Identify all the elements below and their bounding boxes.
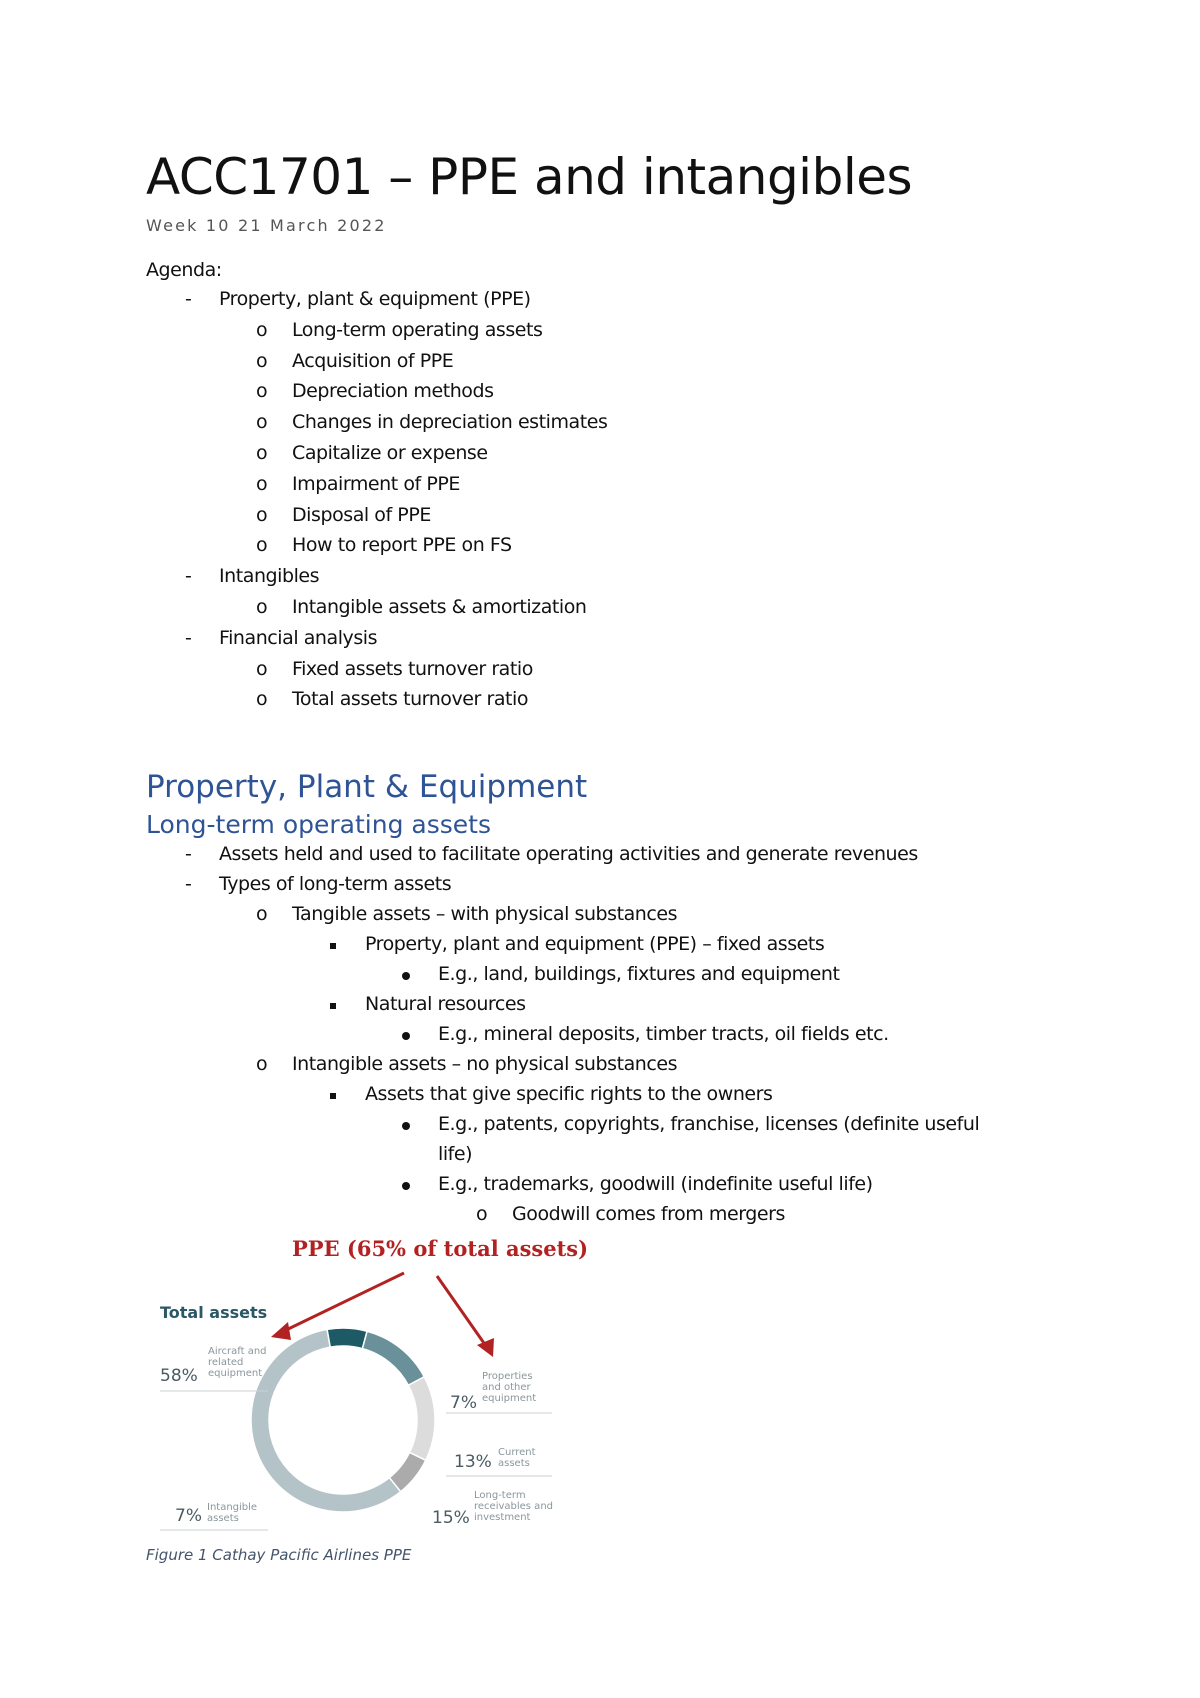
dash-bullet: - — [185, 288, 192, 310]
annotation-arrow-left — [282, 1273, 404, 1332]
agenda-item: Property, plant & equipment (PPE) — [219, 288, 531, 310]
arrow-head — [477, 1338, 494, 1357]
circle-bullet: o — [256, 1053, 268, 1075]
list-item: E.g., patents, copyrights, franchise, licenses (definite useful — [438, 1113, 980, 1135]
list-item: Goodwill comes from mergers — [512, 1203, 785, 1225]
circle-bullet: o — [256, 380, 268, 403]
dash-bullet: - — [185, 843, 192, 865]
slice-percent-label: 7% — [450, 1393, 477, 1413]
donut-slice — [408, 1377, 435, 1461]
list-item: E.g., mineral deposits, timber tracts, oil fields etc. — [438, 1023, 889, 1045]
donut-slice — [251, 1329, 401, 1512]
agenda-item: Capitalize or expense — [292, 442, 488, 464]
circle-bullet: o — [256, 688, 268, 711]
list-item: Assets that give specific rights to the owners — [365, 1083, 773, 1105]
circle-bullet: o — [256, 503, 268, 526]
slice-percent-label: 58% — [160, 1366, 198, 1386]
circle-bullet: o — [256, 534, 268, 557]
circle-bullet: o — [256, 472, 268, 495]
list-item: Property, plant and equipment (PPE) – fixed assets — [365, 933, 825, 955]
dash-bullet: - — [185, 626, 192, 649]
donut-slice — [362, 1331, 424, 1385]
slice-percent-label: 15% — [432, 1508, 470, 1528]
circle-bullet: o — [476, 1203, 488, 1225]
annotation-arrow-right — [437, 1276, 486, 1346]
agenda-item: Financial analysis — [219, 626, 378, 649]
section-heading: Property, Plant & Equipment — [146, 769, 588, 805]
slice-category-label: Aircraft and related equipment — [208, 1346, 267, 1379]
agenda-item: Changes in depreciation estimates — [292, 411, 608, 434]
dash-bullet: - — [185, 565, 192, 588]
figure-caption: Figure 1 Cathay Pacific Airlines PPE — [146, 1546, 412, 1564]
slice-category-label: Long-term receivables and investment — [474, 1490, 553, 1523]
list-item: life) — [438, 1143, 473, 1165]
slice-percent-label: 13% — [454, 1452, 492, 1472]
list-item: Intangible assets – no physical substances — [292, 1053, 678, 1075]
agenda-item: Total assets turnover ratio — [292, 688, 529, 711]
chart-title: Total assets — [160, 1303, 268, 1322]
agenda-item: Fixed assets turnover ratio — [292, 657, 533, 680]
circle-bullet: o — [256, 411, 268, 434]
circle-bullet: o — [256, 349, 268, 372]
subsection-heading: Long-term operating assets — [146, 810, 491, 839]
agenda-item: Depreciation methods — [292, 380, 494, 403]
agenda-label: Agenda: — [146, 259, 222, 281]
agenda-item: Long-term operating assets — [292, 318, 543, 341]
list-item: E.g., land, buildings, fixtures and equipment — [438, 963, 840, 985]
slice-category-label: Intangible assets — [207, 1502, 258, 1524]
chart-annotation: PPE (65% of total assets) — [292, 1236, 589, 1261]
slice-category-label: Current assets — [498, 1447, 536, 1469]
circle-bullet: o — [256, 596, 268, 618]
list-item: Types of long-term assets — [219, 873, 452, 895]
list-item: Assets held and used to facilitate operating activities and generate revenues — [219, 843, 918, 865]
page-subtitle: Week 10 21 March 2022 — [146, 216, 387, 235]
circle-bullet: o — [256, 318, 268, 341]
arrow-head — [271, 1322, 291, 1340]
agenda-item: Impairment of PPE — [292, 472, 460, 495]
agenda-item: How to report PPE on FS — [292, 534, 512, 557]
dash-bullet: - — [185, 873, 192, 895]
list-item: Natural resources — [365, 993, 526, 1015]
page-title: ACC1701 – PPE and intangibles — [146, 148, 913, 206]
agenda-item: Intangibles — [219, 565, 320, 588]
agenda-item: Intangible assets & amortization — [292, 596, 587, 618]
slice-category-label: Properties and other equipment — [482, 1371, 537, 1404]
circle-bullet: o — [256, 903, 268, 925]
agenda-item: Disposal of PPE — [292, 503, 431, 526]
slice-percent-label: 7% — [175, 1506, 202, 1526]
donut-slice — [327, 1328, 367, 1349]
circle-bullet: o — [256, 657, 268, 680]
circle-bullet: o — [256, 442, 268, 464]
agenda-item: Acquisition of PPE — [292, 349, 454, 372]
list-item: E.g., trademarks, goodwill (indefinite useful life) — [438, 1173, 873, 1195]
list-item: Tangible assets – with physical substances — [292, 903, 678, 925]
